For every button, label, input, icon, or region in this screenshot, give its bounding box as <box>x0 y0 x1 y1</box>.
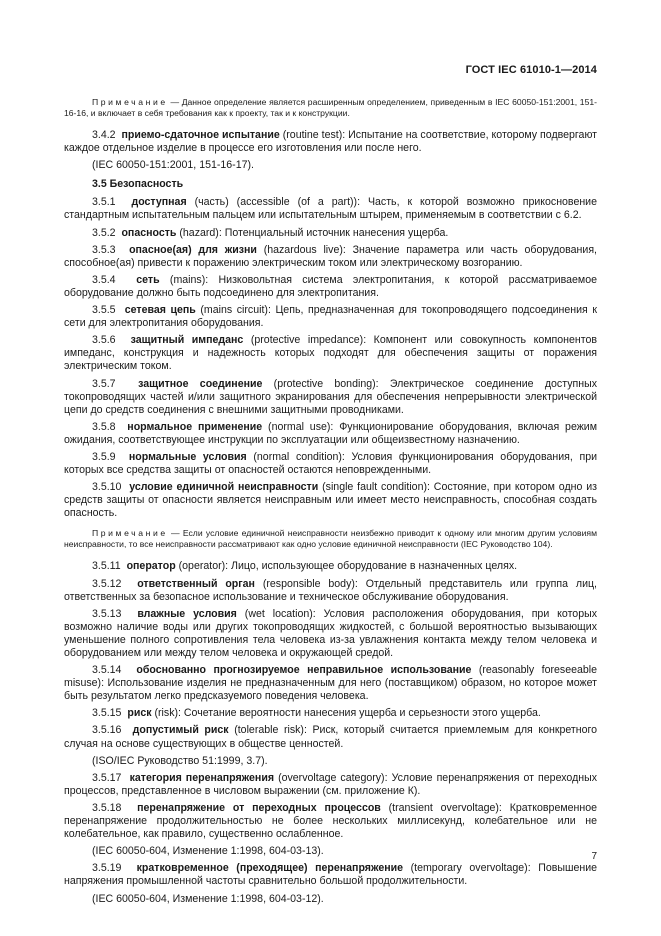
clause-number: 3.5.6 <box>92 334 116 347</box>
clause-number: 3.5.5 <box>92 304 116 317</box>
definition-3-5-5 <box>64 304 597 330</box>
definition-3-5-12 <box>64 578 597 604</box>
definition-text: (mains): Низковольтная система электропитания, к которой рассматриваемое оборудование должно быть подсоединено для электропитания. <box>64 273 597 299</box>
clause-number: 3.5.7 <box>92 377 116 390</box>
definition-text: (часть) (accessible (of a part)): Часть, к которой возможно прикосновение стандартным испытательным пальцем или испытательным штырем, применяемым в соответствии с 6.2. <box>64 196 597 222</box>
clause-number: 3.5.11 <box>92 560 121 573</box>
definition-text: (routine test): Испытание на соответствие, которому подвергают каждое отдельное изделие в процессе его изготовления или после него. <box>64 129 598 155</box>
definition-text: (transient overvoltage): Кратковременное перенапряжение продолжительностью не более нескольких миллисекунд, колебательное или не колебательное, как правило, существенно ослабленное. <box>64 801 597 841</box>
clause-number: 3.5.10 <box>92 481 122 494</box>
note-label: Примечание <box>92 97 168 107</box>
clause-number: 3.5.12 <box>92 577 122 590</box>
definition-3-5-9 <box>64 451 597 477</box>
note-text: — Если условие единичной неисправности неизбежно приводит к одному или многим другим условиям неисправности, то все неисправности рассматривают как одно условие единичной неисправности (IEC Руководство 104). <box>64 528 597 550</box>
clause-number: 3.5.18 <box>92 801 122 814</box>
definition-text: (single fault condition): Состояние, при котором одно из средств защиты от опасности является неисправным или имеет место неисправность, способная создать опасность. <box>64 481 598 520</box>
definition-3-5-17 <box>64 772 597 798</box>
definition-text: (wet location): Условия расположения оборудования, при которых возможно наличие воды или других токопроводящих жидкостей, с большой вероятностью вызывающих уменьшение полного сопротивления тела человека из-за увлажнения контакта между телом человека и оборудованием или между телом человека и окружающей средой. <box>64 607 598 659</box>
page-body <box>64 95 597 910</box>
term: нормальные условия <box>128 450 247 463</box>
clause-number: 3.5.16 <box>92 724 122 737</box>
reference: (ISO/IEC Руководство 51:1999, 3.7). <box>92 754 268 767</box>
section-heading: 3.5 Безопасность <box>92 178 184 191</box>
definition-3-5-7 <box>64 378 597 417</box>
term: категория перенапряжения <box>129 771 275 784</box>
definition-3-5-16 <box>64 724 597 750</box>
note-paragraph <box>64 97 597 119</box>
definition-text: (risk): Сочетание вероятности нанесения ущерба и серьезности этого ущерба. <box>151 707 541 720</box>
term: доступная <box>131 196 187 209</box>
term: оператор <box>126 560 176 573</box>
definition-text: (temporary overvoltage): Повышение напряжения промышленной частоты сравнительно большой продолжительности. <box>64 862 597 888</box>
note-text: — Данное определение является расширенным определением, приведенным в IEC 60050-151:2001, 151-16-16, и включает в себя требования как к проекту, так и к конструкции. <box>64 97 598 118</box>
term: обоснованно прогнозируемое неправильное использование <box>136 664 472 677</box>
term: допустимый риск <box>132 724 229 737</box>
page-number: 7 <box>591 851 597 862</box>
reference: (IEC 60050-604, Изменение 1:1998, 604-03-13). <box>92 845 324 858</box>
term: влажные условия <box>137 607 237 620</box>
definition-3-5-1 <box>64 196 597 222</box>
reference: (IEC 60050-604, Изменение 1:1998, 604-03-12). <box>92 892 324 905</box>
definition-3-5-15 <box>64 707 597 720</box>
definition-3-4-2 <box>64 129 597 155</box>
term: перенапряжение от переходных процессов <box>137 801 381 814</box>
definition-text: (overvoltage category): Условие перенапряжения от переходных процессов, представленное в числовом выражении (см. приложение К). <box>64 771 598 797</box>
term: опасное(ая) для жизни <box>129 243 257 256</box>
clause-number: 3.5.8 <box>92 420 116 433</box>
term: риск <box>127 707 152 720</box>
definition-text: (mains circuit): Цепь, предназначенная для токопроводящего подсоединения к сети для электропитания оборудования. <box>64 304 598 330</box>
definition-3-5-6 <box>64 334 597 373</box>
definition-3-5-18 <box>64 802 597 841</box>
clause-number: 3.5.3 <box>92 243 116 256</box>
definition-text: (tolerable risk): Риск, который считается приемлемым для конкретного случая на основе существующих в обществе ценностей. <box>64 724 598 750</box>
definition-text: (operator): Лицо, использующее оборудование в назначенных целях. <box>175 560 518 573</box>
definition-3-5-19 <box>64 862 597 888</box>
term: защитное соединение <box>138 377 263 390</box>
clause-number: 3.5.15 <box>92 707 122 720</box>
term: условие единичной неисправности <box>129 481 319 494</box>
definition-text: (responsible body): Отдельный представитель или группа лиц, ответственных за безопасное использование и техническое обслуживание оборудования. <box>64 577 597 603</box>
definition-text: (normal use): Функционирование оборудования, включая режим ожидания, соответствующее инструкции по эксплуатации или общеизвестному назначению. <box>64 420 598 446</box>
term: приемо-сдаточное испытание <box>121 129 280 141</box>
clause-number: 3.5.9 <box>92 450 116 463</box>
definition-text: (normal condition): Условия функционирования оборудования, при которых все средства защиты от опасностей остаются неповрежденными. <box>64 450 597 477</box>
definition-text: (reasonably foreseeable misuse): Использование изделия не предназначенным для него (поставщиком) образом, но которое может быть результатом легко предсказуемого поведения человека. <box>64 664 598 703</box>
clause-number: 3.4.2 <box>92 129 116 141</box>
definition-3-5-3 <box>64 244 597 270</box>
clause-number: 3.5.13 <box>92 607 122 620</box>
definition-3-5-10 <box>64 481 597 520</box>
clause-number: 3.5.14 <box>92 664 122 677</box>
clause-number: 3.5.2 <box>92 226 116 239</box>
definition-3-5-11 <box>64 560 597 573</box>
term: сеть <box>136 273 160 286</box>
term: ответственный орган <box>137 577 255 590</box>
definition-text: (protective bonding): Электрическое соединение доступных токопроводящих частей и/или защитного экранирования для обеспечения непрерывности электрической цепи до средств соединения с внешними защитными проводниками. <box>64 377 597 416</box>
term: кратковременное (преходящее) перенапряжение <box>136 862 404 875</box>
definition-text: (hazardous live): Значение параметра или часть оборудования, способное(ая) привести к поражению электрическим током или электрическому возгоранию. <box>64 243 597 269</box>
clause-number: 3.5.19 <box>92 862 122 875</box>
clause-number: 3.5.17 <box>92 771 122 784</box>
reference: (IEC 60050-151:2001, 151-16-17). <box>92 159 254 172</box>
term: сетевая цепь <box>124 304 196 317</box>
note-paragraph <box>64 528 597 550</box>
definition-3-5-14 <box>64 664 597 703</box>
clause-number: 3.5.1 <box>92 196 116 209</box>
term: нормальное применение <box>127 420 263 433</box>
definition-text: (hazard): Потенциальный источник нанесения ущерба. <box>176 226 449 239</box>
definition-text: (protective impedance): Компонент или совокупность компонентов импеданс, конструкция и надежность которых подходят для обеспечения защиты от поражения электрическим током. <box>64 334 598 373</box>
definition-3-5-2 <box>64 227 597 240</box>
definition-3-5-4 <box>64 274 597 300</box>
clause-number: 3.5.4 <box>92 273 116 286</box>
note-label: Примечание <box>92 528 168 539</box>
document-header: ГОСТ IEC 61010-1—2014 <box>465 64 597 76</box>
definition-3-5-8 <box>64 421 597 447</box>
definition-3-5-13 <box>64 608 597 660</box>
term: защитный импеданс <box>130 334 244 347</box>
term: опасность <box>121 226 177 239</box>
